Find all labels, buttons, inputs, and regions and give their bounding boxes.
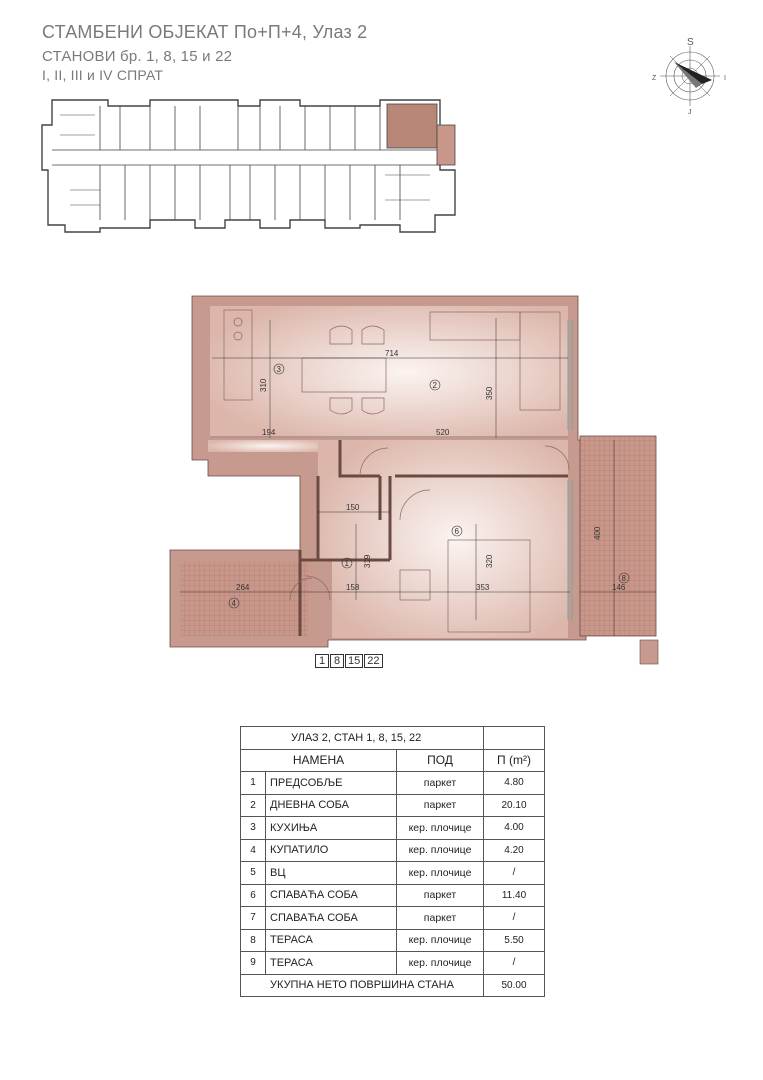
table-row: 1 ПРЕДСОБЉЕ паркет 4.80	[241, 772, 545, 795]
floors-subtitle: I, II, III и IV СПРАТ	[42, 67, 164, 83]
svg-text:1: 1	[344, 559, 349, 568]
table-row: 6 СПАВАЋА СОБА паркет 11.40	[241, 884, 545, 907]
dim-entry-width: 150	[346, 503, 360, 512]
table-row: 5 ВЦ кер. плочице /	[241, 862, 545, 885]
compass-west: Z	[652, 75, 657, 82]
table-row: 8 ТЕРАСА кер. плочице 5.50	[241, 929, 545, 952]
col-name-header: НАМЕНА	[241, 749, 397, 772]
area-table	[240, 726, 545, 997]
table-row: 4 КУПАТИЛО кер. плочице 4.20	[241, 839, 545, 862]
svg-text:3: 3	[276, 365, 281, 374]
dim-hall-width: 520	[436, 428, 450, 437]
key-plan-terrace-highlight	[437, 125, 455, 165]
dim-hall-lower-width: 158	[346, 583, 360, 592]
table-row: 9 ТЕРАСА кер. плочице /	[241, 952, 545, 975]
plan-title: СТАМБЕНИ ОБЈЕКАТ По+П+4, Улаз 2	[42, 22, 368, 42]
dim-entry-depth: 319	[363, 554, 372, 568]
table-row: 2 ДНЕВНА СОБА паркет 20.10	[241, 794, 545, 817]
dim-terrace-width: 146	[612, 583, 626, 592]
key-plan-highlight	[387, 104, 437, 148]
compass-icon	[652, 37, 726, 116]
dim-living-depth: 350	[485, 386, 494, 400]
apartment-number-boxes	[315, 654, 384, 668]
table-title: УЛАЗ 2, СТАН 1, 8, 15, 22	[241, 727, 484, 750]
compass-east: I	[724, 75, 726, 82]
apartment-plan	[170, 296, 658, 664]
apartment-number-box: 8	[330, 654, 344, 668]
col-floor-header: ПОД	[397, 749, 484, 772]
dim-kitchen-width: 194	[262, 428, 276, 437]
dim-terrace-length: 400	[593, 526, 602, 540]
apartment-number-box: 15	[345, 654, 363, 668]
dim-bath-width: 264	[236, 583, 250, 592]
total-value: 50.00	[484, 974, 545, 997]
table-row: 3 КУХИЊА кер. плочице 4.00	[241, 817, 545, 840]
dim-kitchen-depth: 310	[259, 378, 268, 392]
svg-text:4: 4	[231, 599, 236, 608]
compass-north: S	[687, 37, 694, 48]
apartment-number-box: 1	[315, 654, 329, 668]
apartments-subtitle: СТАНОВИ бр. 1, 8, 15 и 22	[42, 48, 233, 65]
table-title-row	[241, 727, 545, 750]
table-header-row	[241, 749, 545, 772]
table-row: 7 СПАВАЋА СОБА паркет /	[241, 907, 545, 930]
dim-living-width: 714	[385, 349, 399, 358]
apartment-number-box: 22	[364, 654, 382, 668]
svg-text:2: 2	[432, 381, 437, 390]
dim-bedroom-depth: 320	[485, 554, 494, 568]
svg-text:8: 8	[621, 574, 626, 583]
dim-bedroom-width: 353	[476, 583, 490, 592]
compass-south: J	[688, 109, 692, 116]
total-label: УКУПНА НЕТО ПОВРШИНА СТАНА	[241, 974, 484, 997]
table-total-row	[241, 974, 545, 997]
col-area-header: П (m²)	[484, 749, 545, 772]
svg-text:6: 6	[454, 527, 459, 536]
